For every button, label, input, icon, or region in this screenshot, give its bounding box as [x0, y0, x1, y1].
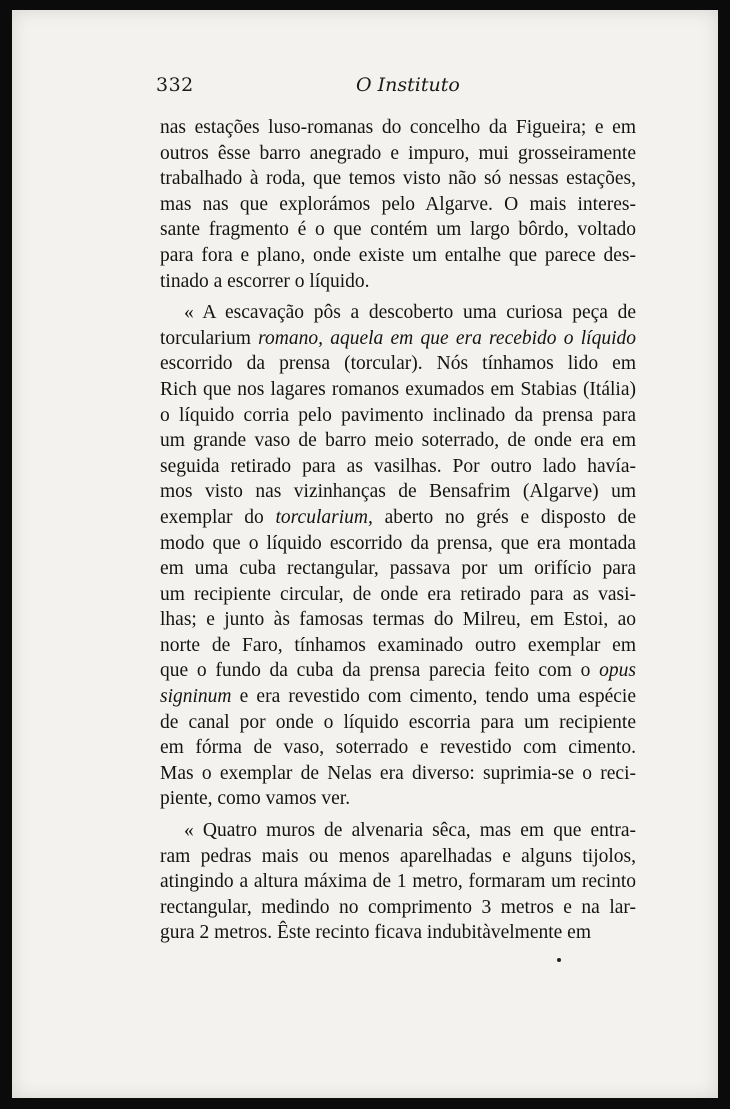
- text-line: seguida retirado para as vasilhas. Por outro lado havía-: [160, 455, 636, 477]
- text-segment: exemplar do: [160, 506, 276, 528]
- ink-speck: [557, 958, 561, 962]
- italic-term: signinum: [160, 686, 232, 708]
- text-segment: aberto no grés e disposto de: [372, 506, 636, 528]
- text-segment: e era revestido com cimento, tendo uma espécie: [231, 686, 636, 708]
- text-line: [160, 658, 636, 684]
- text-line: escorrido da prensa (torcular). Nós tínhamos lido em: [160, 353, 636, 375]
- text-line: Mas o exemplar de Nelas era diverso: suprimia-se o reci-: [160, 762, 636, 784]
- text-line: [160, 684, 636, 710]
- text-segment: torcularium: [160, 327, 251, 349]
- text-line: outros êsse barro anegrado e impuro, mui grosseiramente: [160, 142, 636, 164]
- text-line: sante fragmento é o que contém um largo bôrdo, voltado: [160, 219, 636, 241]
- text-line: em fórma de vaso, soterrado e revestido com cimento.: [160, 737, 636, 759]
- text-line: gura 2 metros. Êste recinto ficava indubitàvelmente em: [160, 922, 592, 944]
- text-line: « Quatro muros de alvenaria sêca, mas em que entra-: [184, 820, 636, 842]
- italic-term: torcularium,: [275, 506, 373, 528]
- running-title: O Instituto: [356, 74, 460, 96]
- text-line: em uma cuba rectangular, passava por um orifício para: [160, 558, 636, 580]
- text-line: Rich que nos lagares romanos exumados em Stabias (Itália): [160, 378, 636, 400]
- paragraph: [160, 300, 636, 812]
- page-header: [156, 74, 646, 102]
- text-line: [160, 505, 636, 531]
- text-line: rectangular, medindo no comprimento 3 metros e na lar-: [160, 896, 636, 918]
- body-text: [160, 115, 636, 952]
- text-line: trabalhado à roda, que temos visto não só nessas estações,: [160, 168, 636, 190]
- paragraph: [160, 818, 636, 946]
- paragraph: [160, 115, 636, 294]
- text-line: « A escavação pôs a descoberto uma curiosa peça de: [184, 302, 636, 324]
- italic-term: opus: [599, 660, 636, 682]
- text-line: lhas; e junto às famosas termas do Milreu, em Estoi, ao: [160, 609, 636, 631]
- text-line: [160, 326, 636, 352]
- text-line: mos visto nas vizinhanças de Bensafrim (Algarve) um: [160, 481, 636, 503]
- text-line: norte de Faro, tínhamos examinado outro exemplar em: [160, 634, 636, 656]
- text-line: de canal por onde o líquido escorria para um recipiente: [160, 711, 636, 733]
- text-line: ram pedras mais ou menos aparelhadas e alguns tijolos,: [160, 845, 636, 867]
- text-line: um recipiente circular, de onde era retirado para as vasi-: [160, 583, 636, 605]
- text-line: mas nas que explorámos pelo Algarve. O mais interes-: [160, 193, 636, 215]
- text-segment: que o fundo da cuba da prensa parecia feito com o: [160, 660, 600, 682]
- text-line: tinado a escorrer o líquido.: [160, 270, 370, 292]
- text-line: modo que o líquido escorrido da prensa, que era montada: [160, 532, 636, 554]
- text-line: um grande vaso de barro meio soterrado, de onde era em: [160, 430, 636, 452]
- text-line: para fora e plano, onde existe um entalhe que parece des-: [160, 244, 636, 266]
- text-line: nas estações luso-romanas do concelho da Figueira; e em: [160, 117, 636, 138]
- page-number: 332: [156, 74, 194, 96]
- text-line: atingindo a altura máxima de 1 metro, formaram um recinto: [160, 871, 636, 893]
- italic-term: romano, aquela em que era recebido o líquido: [250, 327, 636, 349]
- text-line: piente, como vamos ver.: [160, 788, 351, 810]
- text-line: o líquido corria pelo pavimento inclinado da prensa para: [160, 404, 636, 426]
